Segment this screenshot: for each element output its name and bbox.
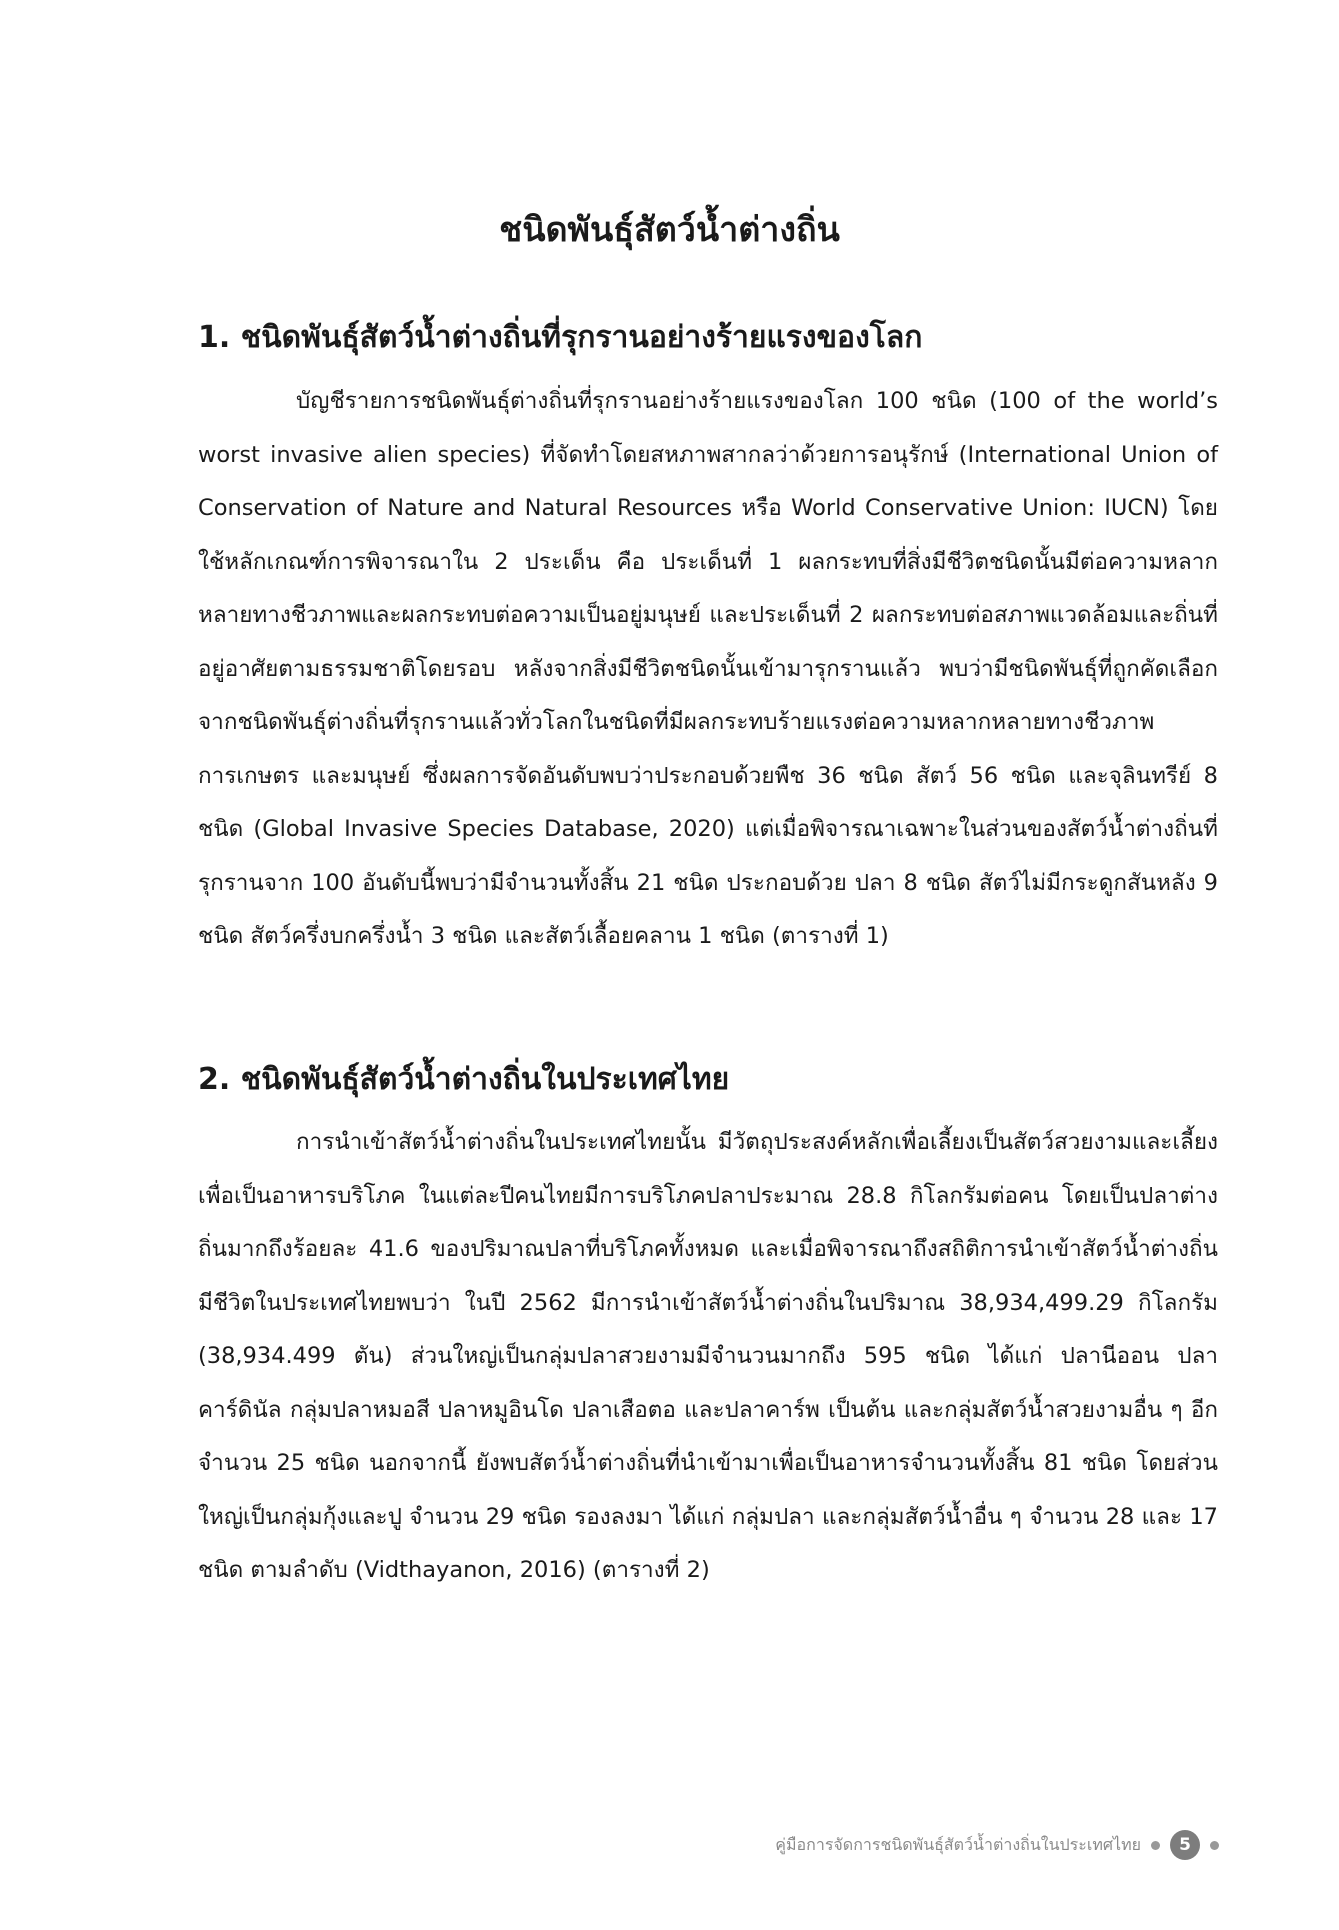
footer-dot-icon bbox=[1210, 1841, 1219, 1850]
section-2-heading: 2. ชนิดพันธุ์สัตว์น้ำต่างถิ่นในประเทศไทย bbox=[198, 1062, 730, 1097]
page-title: ชนิดพันธุ์สัตว์น้ำต่างถิ่น bbox=[499, 210, 840, 250]
footer-title: คู่มือการจัดการชนิดพันธุ์สัตว์น้ำต่างถิ่นในประเทศไทย bbox=[775, 1834, 1141, 1854]
section-1-paragraph: บัญชีรายการชนิดพันธุ์ต่างถิ่นที่รุกรานอย่างร้ายแรงของโลก 100 ชนิด (100 of the world’s worst invasive alien species) ที่จัดทำโดยสหภาพสากลว่าด้วยการอนุรักษ์ (International Union of Conservation of Nature and Natural Resources หรือ World Conservative Union: IUCN) โดยใช้หลักเกณฑ์การพิจารณาใน 2 ประเด็น คือ ประเด็นที่ 1 ผลกระทบที่สิ่งมีชีวิตชนิดนั้นมีต่อความหลากหลายทางชีวภาพและผลกระทบต่อความเป็นอยู่มนุษย์ และประเด็นที่ 2 ผลกระทบต่อสภาพแวดล้อมและถิ่นที่อยู่อาศัยตามธรรมชาติโดยรอบ หลังจากสิ่งมีชีวิตชนิดนั้นเข้ามารุกรานแล้ว พบว่ามีชนิดพันธุ์ที่ถูกคัดเลือกจากชนิดพันธุ์ต่างถิ่นที่รุกรานแล้วทั่วโลกในชนิดที่มีผลกระทบร้ายแรงต่อความหลากหลายทางชีวภาพ การเกษตร และมนุษย์ ซึ่งผลการจัดอันดับพบว่าประกอบด้วยพืช 36 ชนิด สัตว์ 56 ชนิด และจุลินทรีย์ 8 ชนิด (Global Invasive Species Database, 2020) แต่เมื่อพิจารณาเฉพาะในส่วนของสัตว์น้ำต่างถิ่นที่รุกรานจาก 100 อันดับนี้พบว่ามีจำนวนทั้งสิ้น 21 ชนิด ประกอบด้วย ปลา 8 ชนิด สัตว์ไม่มีกระดูกสันหลัง 9 ชนิด สัตว์ครึ่งบกครึ่งน้ำ 3 ชนิด และสัตว์เลื้อยคลาน 1 ชนิด (ตารางที่ 1) bbox=[198, 388, 1218, 949]
page-number: 5 bbox=[1170, 1830, 1200, 1860]
page-footer bbox=[775, 1830, 1219, 1860]
section-1-heading: 1. ชนิดพันธุ์สัตว์น้ำต่างถิ่นที่รุกรานอย่างร้ายแรงของโลก bbox=[198, 320, 923, 355]
footer-dot-icon bbox=[1151, 1841, 1160, 1850]
section-2-paragraph: การนำเข้าสัตว์น้ำต่างถิ่นในประเทศไทยนั้น มีวัตถุประสงค์หลักเพื่อเลี้ยงเป็นสัตว์สวยงามและเลี้ยงเพื่อเป็นอาหารบริโภค ในแต่ละปีคนไทยมีการบริโภคปลาประมาณ 28.8 กิโลกรัมต่อคน โดยเป็นปลาต่างถิ่นมากถึงร้อยละ 41.6 ของปริมาณปลาที่บริโภคทั้งหมด และเมื่อพิจารณาถึงสถิติการนำเข้าสัตว์น้ำต่างถิ่นมีชีวิตในประเทศไทยพบว่า ในปี 2562 มีการนำเข้าสัตว์น้ำต่างถิ่นในปริมาณ 38,934,499.29 กิโลกรัม (38,934.499 ตัน) ส่วนใหญ่เป็นกลุ่มปลาสวยงามมีจำนวนมากถึง 595 ชนิด ได้แก่ ปลานีออน ปลาคาร์ดินัล กลุ่มปลาหมอสี ปลาหมูอินโด ปลาเสือตอ และปลาคาร์พ เป็นต้น และกลุ่มสัตว์น้ำสวยงามอื่น ๆ อีกจำนวน 25 ชนิด นอกจากนี้ ยังพบสัตว์น้ำต่างถิ่นที่นำเข้ามาเพื่อเป็นอาหารจำนวนทั้งสิ้น 81 ชนิด โดยส่วนใหญ่เป็นกลุ่มกุ้งและปู จำนวน 29 ชนิด รองลงมา ได้แก่ กลุ่มปลา และกลุ่มสัตว์น้ำอื่น ๆ จำนวน 28 และ 17 ชนิด ตามลำดับ (Vidthayanon, 2016) (ตารางที่ 2) bbox=[198, 1129, 1218, 1583]
